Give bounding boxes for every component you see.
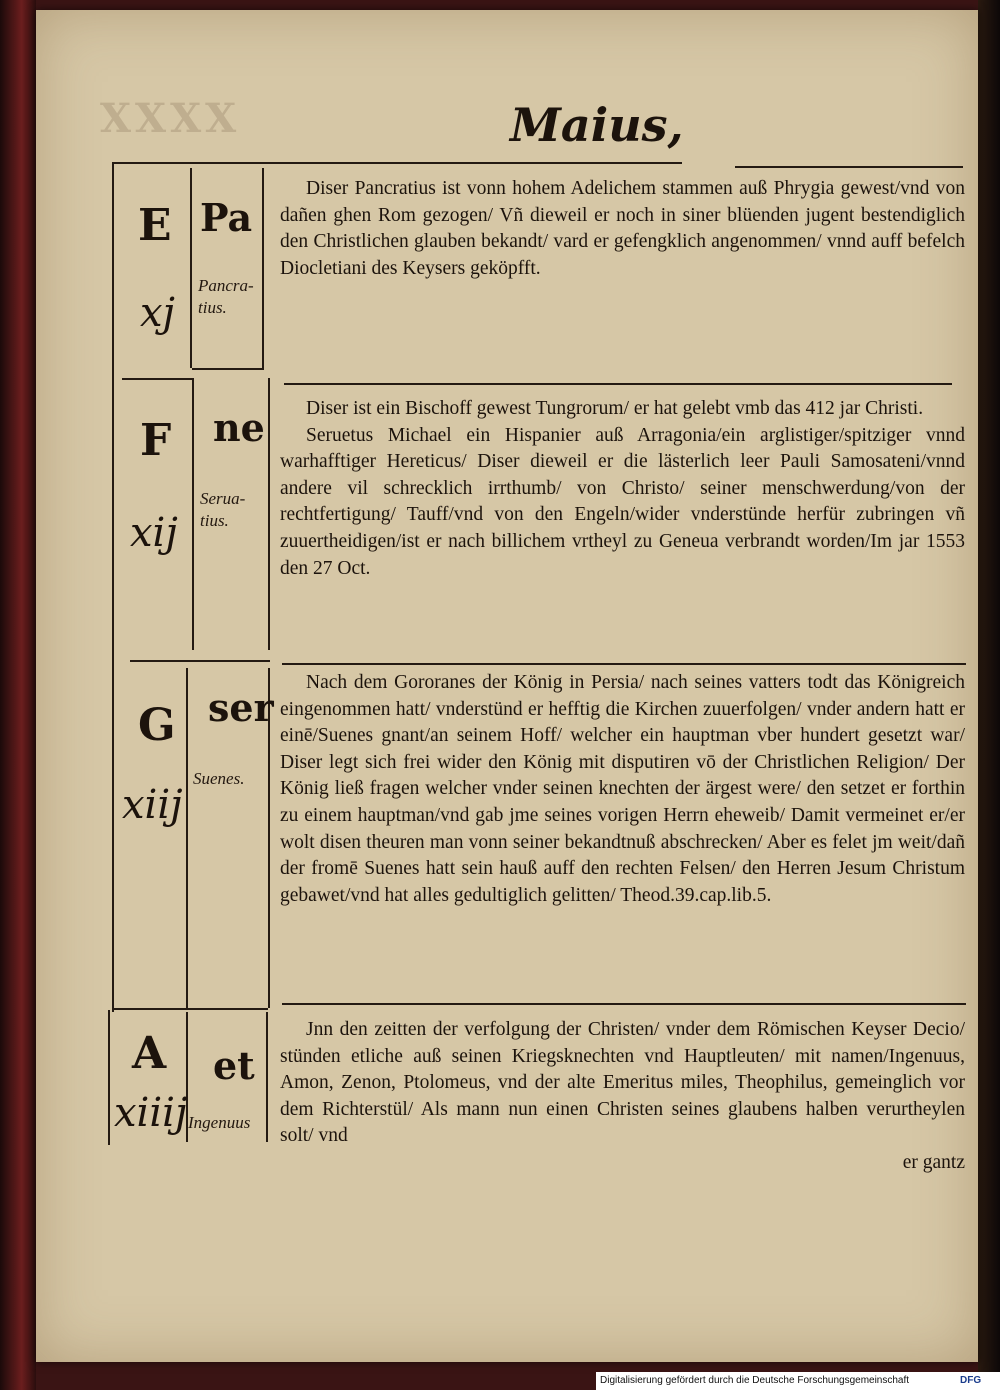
- top-rule-left: [112, 162, 682, 164]
- column-rule-3d: [266, 1012, 268, 1142]
- cisiojanus-syllable: et: [213, 1043, 255, 1088]
- dominical-letter: F: [140, 415, 172, 466]
- day-numeral: xj: [140, 290, 175, 336]
- page-title: Maius,: [510, 98, 684, 152]
- day-numeral: xij: [130, 510, 178, 556]
- cisiojanus-syllable: ser: [208, 685, 274, 730]
- right-page-edge: [978, 0, 1000, 1390]
- catchword: er gantz: [902, 1151, 965, 1173]
- cisiojanus-syllable: Pa: [200, 195, 253, 240]
- column-rule-2b: [192, 378, 194, 650]
- column-rule-2: [190, 168, 192, 368]
- day-numeral: xiiij: [114, 1090, 188, 1136]
- entry-paragraph: Diser ist ein Bischoff gewest Tungrorum/ er hat gelebt vmb das 412 jar Christi.: [306, 398, 924, 419]
- entry-text: [280, 1017, 965, 1177]
- entry-text: [280, 670, 965, 909]
- cisiojanus-syllable: ne: [213, 405, 265, 450]
- row-rule-3: [112, 1008, 268, 1010]
- row-rule-1-text: [284, 383, 952, 385]
- saint-name: Pancra- tius.: [198, 276, 254, 317]
- entry-paragraph: Seruetus Michael ein Hispanier auß Arragonia/ein arglistiger/spitziger vnnd warhafftiger Hereticus/ Diser dieweil er die lästerlich leer Pauli Samosateni/vnnd andere vil schrecklich irrthumb/ von Christo/ seiner menschwerdung/von der rechtfertigung/ Tauff/vnd von den Engeln/wider vnderstünde herfür zubringen vñ zuuertheidigen/ist er nach billichem vrtheyl zu Geneua verbrandt worden/Im jar 1553 den 27 Oct.: [280, 424, 965, 579]
- day-numeral: xiij: [122, 782, 183, 828]
- saint-name: Suenes.: [193, 769, 245, 788]
- dominical-letter: G: [138, 700, 176, 751]
- left-page-edge: [0, 0, 36, 1390]
- dominical-letter: A: [132, 1028, 167, 1079]
- row-rule-1-left: [122, 378, 194, 380]
- column-rule-3: [262, 168, 264, 368]
- top-rule-right: [735, 166, 963, 168]
- column-rule-3b: [268, 378, 270, 650]
- column-rule-1b: [108, 1010, 110, 1145]
- row-rule-2-text: [282, 663, 966, 665]
- column-rule-1: [112, 162, 114, 1012]
- dfg-logo: DFG: [960, 1372, 1000, 1390]
- entry-paragraph: Diser Pancratius ist vonn hohem Adelichem stammen auß Phrygia gewest/vnd von dañen ghen Rom gezogen/ Vñ dieweil er noch in siner blüenden jugent bestendiglich den Christlichen glauben bekandt/ vard er gefengklich angenommen/ vnnd auff befelch Diocletiani des Keysers geköpfft.: [280, 178, 965, 279]
- bleed-through-header: XXXX: [100, 95, 241, 142]
- saint-name: Serua- tius.: [200, 489, 246, 530]
- saint-name: Ingenuus: [188, 1113, 251, 1132]
- row-rule-3-text: [282, 1003, 966, 1005]
- entry-paragraph: Jnn den zeitten der verfolgung der Christen/ vnder dem Römischen Keyser Decio/ stünden etliche auß seinen Kriegsknechten vnd Hauptleuten/ mit namen/Ingenuus, Amon, Zenon, Ptolomeus, vnd der alte Emeritus miles, Theophilus, gemeinglich vor dem Richterstül/ Als mann nun einen Christen seines glaubens halben verurtheylen solt/ vnd: [280, 1019, 965, 1147]
- column-rule-2c: [186, 668, 188, 1008]
- dominical-letter: E: [138, 200, 172, 251]
- row-rule-1: [192, 368, 264, 370]
- row-rule-2: [130, 660, 270, 662]
- entry-paragraph: Nach dem Gororanes der König in Persia/ nach seines vatters todt das Königreich eingenommen hatt/ vnderstünd er hefftig die Kirchen zuuerfolgen/ vnder andern hatt er einē/Suenes gnant/an seinem Hoff/ welcher ein hauptman vber hundert gesetzt war/ Diser legt sich frei wider den König mit disputiren vō der Christlichen Religion/ Der König ließ fragen welcher vnder seinen knechten der ärgest were/ den setzet er forthin zu einem hauptman/vnd gab jme seines vorigen Herrn eheweib/ Damit vermeinet er/er wolt disen theuren man vonn seiner bekandtnuß abschrecken/ Aber es felet jm weit/dañ der fromē Suenes hatt sein hauß auff den rechten Felsen/ den Herren Jesum Christum gebawet/vnd hat alles gedultiglich gelitten/ Theod.39.cap.lib.5.: [280, 672, 965, 906]
- entry-text: [280, 396, 965, 582]
- digitization-credit: Digitalisierung gefördert durch die Deutsche Forschungsgemeinschaft: [596, 1372, 960, 1390]
- entry-text: [280, 176, 965, 282]
